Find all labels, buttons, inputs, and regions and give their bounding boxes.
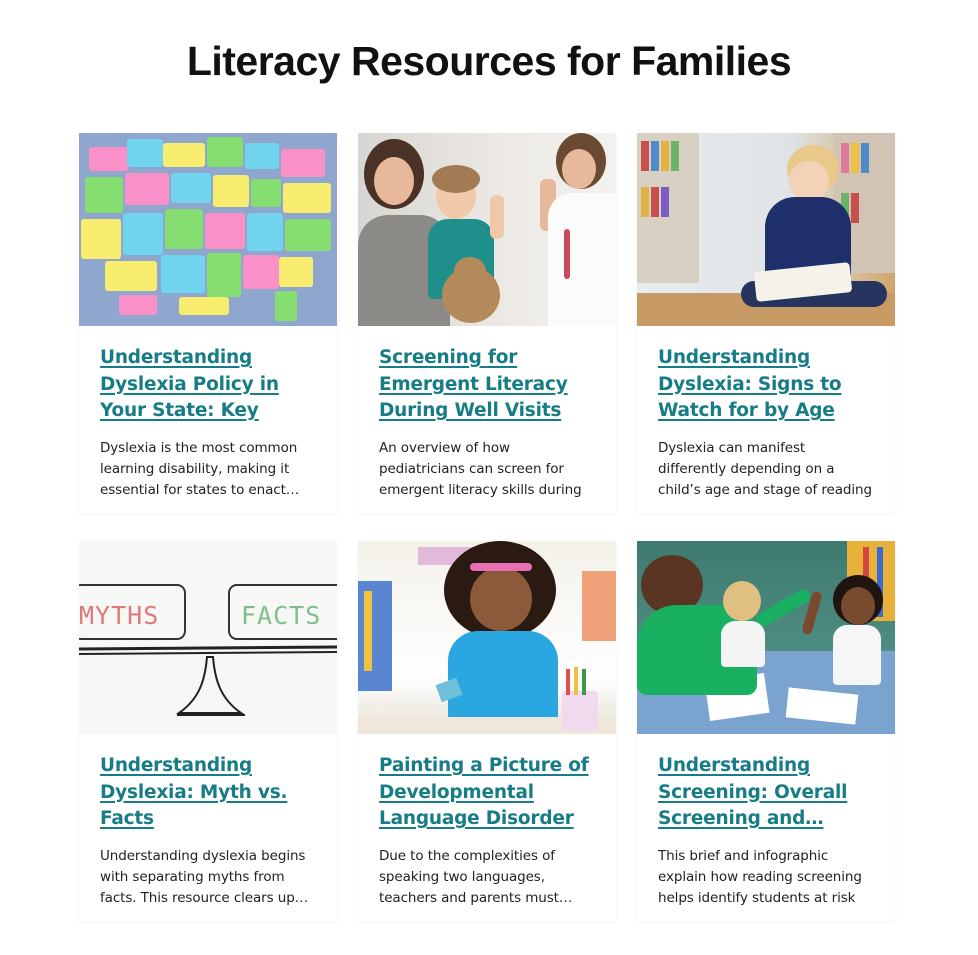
- girl-painting-image[interactable]: [358, 541, 616, 734]
- page-title: Literacy Resources for Families: [186, 38, 792, 84]
- card-body: [79, 326, 337, 501]
- resource-card: [79, 133, 337, 513]
- card-body: [358, 326, 616, 501]
- card-description: Dyslexia is the most common learning disability, making it essential for states to enact…: [100, 440, 300, 498]
- card-description: Understanding dyslexia begins with separating myths from facts. This resource clears up…: [100, 847, 309, 906]
- card-description: Due to the complexities of speaking two languages, teachers and parents must…: [379, 848, 573, 906]
- card-body: [79, 734, 337, 909]
- pediatrician-high-five-image[interactable]: [358, 133, 616, 326]
- card-title-link[interactable]: Understanding Dyslexia Policy in Your State: Key: [100, 347, 279, 421]
- card-body: [637, 734, 895, 909]
- card-title-link[interactable]: Screening for Emergent Literacy During Well Visits: [379, 347, 568, 421]
- svg-text:MYTHS: MYTHS: [79, 601, 160, 630]
- card-title-link[interactable]: Understanding Screening: Overall Screening and…: [658, 755, 848, 829]
- card-title-link[interactable]: Understanding Dyslexia: Signs to Watch for by Age: [658, 347, 842, 421]
- resource-card: [358, 133, 616, 513]
- myths-facts-scale-image[interactable]: [79, 541, 337, 734]
- svg-text:FACTS: FACTS: [241, 601, 322, 630]
- resource-card: [637, 541, 895, 921]
- us-map-puzzle-image[interactable]: [79, 133, 337, 326]
- card-description: Dyslexia can manifest differently depending on a child’s age and stage of reading: [658, 439, 872, 498]
- card-description: An overview of how pediatricians can screen for emergent literacy skills during: [379, 439, 582, 498]
- classroom-high-five-image[interactable]: [637, 541, 895, 734]
- card-body: [637, 326, 895, 501]
- myths-facts-scale-illustration: [79, 541, 337, 734]
- resource-card: [358, 541, 616, 921]
- resource-card: [637, 133, 895, 513]
- card-title-link[interactable]: Painting a Picture of Developmental Language Disorder: [379, 755, 589, 829]
- card-title-link[interactable]: Understanding Dyslexia: Myth vs. Facts: [100, 755, 288, 829]
- resource-card-grid: [79, 133, 895, 921]
- resource-card: [79, 541, 337, 921]
- child-reading-book-image[interactable]: [637, 133, 895, 326]
- card-description: This brief and infographic explain how reading screening helps identify students at risk: [658, 847, 862, 906]
- card-body: [358, 734, 616, 909]
